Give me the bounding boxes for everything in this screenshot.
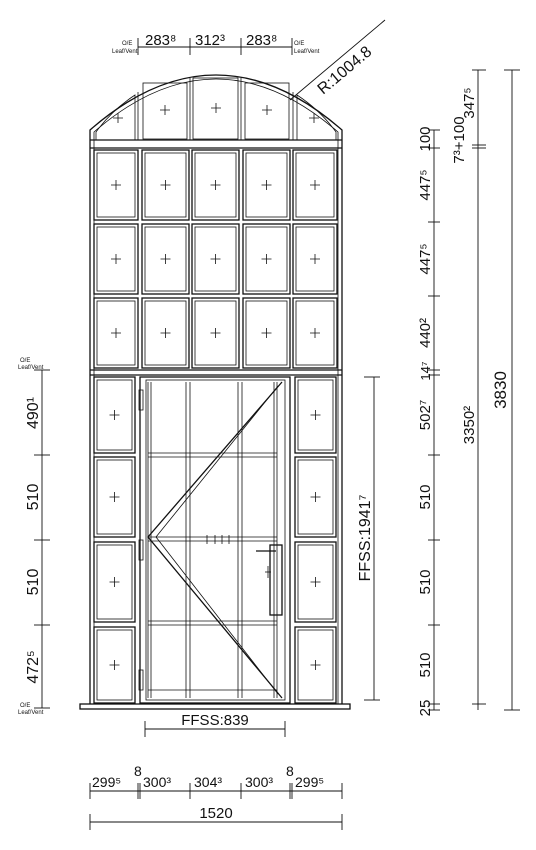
right-segment-label: 100	[417, 126, 434, 152]
fixed-glass-marker-icon	[111, 254, 121, 264]
radius-leader	[290, 20, 385, 100]
right-segment-label: 510	[417, 484, 434, 510]
bottom-segment-label: 300³	[143, 774, 172, 790]
leaf-vent-note-top-left: O/E Leaf/Vent	[112, 41, 138, 55]
ffss-height-dimension	[357, 377, 380, 700]
right-segment-label: 502⁷	[417, 399, 434, 431]
fixed-glass-marker-icon	[311, 492, 321, 502]
glass-pane	[94, 377, 135, 453]
fixed-glass-marker-icon	[160, 105, 170, 115]
fixed-glass-marker-icon	[311, 660, 321, 670]
right-segment-label: 14⁷	[418, 361, 433, 381]
fixed-glass-marker-icon	[310, 254, 320, 264]
fixed-glass-marker-icon	[211, 180, 221, 190]
right-segment-label: 447⁵	[417, 243, 434, 275]
fixed-glass-marker-icon	[262, 254, 272, 264]
glass-pane	[295, 377, 336, 453]
glass-pane	[295, 542, 336, 622]
glass-pane	[295, 457, 336, 537]
fixed-glass-marker-icon	[113, 113, 123, 123]
ffss-height-label: FFSS:1941⁷	[357, 494, 374, 582]
right-dimension-chain	[417, 126, 440, 716]
right-segment-label: 510	[417, 569, 434, 595]
glass-pane	[142, 298, 189, 368]
bottom-dimension-chain	[90, 763, 342, 799]
glass-pane	[243, 224, 290, 294]
top-segment-label: 283⁸	[145, 32, 177, 49]
glass-pane	[293, 150, 337, 220]
outer-frame	[80, 75, 350, 709]
right-segment-label: 440²	[417, 317, 434, 349]
left-segment-label: 510	[25, 568, 42, 596]
bottom-segment-label: 300³	[245, 774, 274, 790]
fixed-glass-marker-icon	[110, 492, 120, 502]
glass-pane	[94, 627, 135, 703]
left-segment-label: 472⁵	[25, 650, 42, 684]
fixed-glass-marker-icon	[111, 328, 121, 338]
glass-pane	[94, 298, 138, 368]
leaf-vent-note-top-right: O/E Leaf/Vent	[294, 41, 320, 55]
fixed-glass-marker-icon	[111, 180, 121, 190]
radius-label: R:1004.8	[314, 43, 376, 99]
glass-pane	[94, 542, 135, 622]
bottom-segment-label: 304³	[194, 774, 223, 790]
fixed-glass-marker-icon	[161, 254, 171, 264]
right-segment-label: 25	[417, 699, 434, 717]
door-handle-icon	[256, 545, 282, 615]
glass-pane	[243, 150, 290, 220]
fixed-glass-marker-icon	[262, 180, 272, 190]
top-segment-label: 283⁸	[246, 32, 278, 49]
left-dimension	[18, 358, 50, 716]
top-dimension	[112, 32, 320, 55]
fixed-glass-marker-icon	[161, 180, 171, 190]
glass-pane	[192, 224, 239, 294]
right-b-segment-label: 7³+100	[451, 116, 468, 164]
fixed-glass-marker-icon	[110, 410, 120, 420]
right-b-segment-label: 347⁵	[461, 87, 478, 119]
fixed-glass-marker-icon	[310, 180, 320, 190]
fixed-glass-marker-icon	[211, 328, 221, 338]
leaf-vent-note-left-top: O/E Leaf/Vent	[18, 358, 44, 371]
right-segment-label: 510	[417, 652, 434, 678]
glass-pane	[243, 298, 290, 368]
glass-pane	[142, 150, 189, 220]
bottom-segment-label: 8	[134, 763, 142, 779]
overall-height-label: 3830	[491, 371, 510, 409]
glass-pane	[293, 298, 337, 368]
fixed-glass-marker-icon	[311, 410, 321, 420]
right-segment-label: 447⁵	[417, 169, 434, 201]
overall-width-label: 1520	[199, 805, 233, 822]
overall-height-dimension	[491, 70, 520, 710]
right-b-segment-label: 3350²	[461, 405, 478, 445]
leaf-vent-note-left-bottom: O/E Leaf/Vent	[18, 703, 44, 716]
glass-pane	[293, 224, 337, 294]
left-segment-label: 510	[25, 483, 42, 511]
door-leaf	[139, 377, 290, 703]
fixed-glass-marker-icon	[161, 328, 171, 338]
fixed-glass-marker-icon	[262, 105, 272, 115]
ffss-width-dimension	[145, 712, 285, 737]
fixed-glass-marker-icon	[211, 254, 221, 264]
glass-pane	[295, 627, 336, 703]
right-dimension-chain-b	[451, 70, 486, 710]
glass-pane	[142, 224, 189, 294]
glass-pane	[94, 150, 138, 220]
glass-pane	[192, 298, 239, 368]
left-segment-label: 490¹	[25, 396, 42, 430]
fixed-glass-marker-icon	[110, 660, 120, 670]
fixed-glass-marker-icon	[211, 103, 221, 113]
bottom-segment-label: 8	[286, 763, 294, 779]
glass-pane	[192, 150, 239, 220]
top-segment-label: 312³	[195, 32, 226, 49]
overall-width-dimension	[90, 805, 342, 830]
vent-icon	[207, 535, 229, 544]
glass-pane	[94, 457, 135, 537]
ffss-width-label: FFSS:839	[181, 712, 249, 729]
bottom-segment-label: 299⁵	[295, 774, 325, 790]
bottom-segment-label: 299⁵	[92, 774, 122, 790]
fixed-glass-marker-icon	[310, 328, 320, 338]
threshold-sill	[80, 704, 350, 709]
fixed-glass-marker-icon	[262, 328, 272, 338]
glass-pane	[94, 224, 138, 294]
fixed-glass-marker-icon	[110, 577, 120, 587]
fixed-glass-marker-icon	[311, 577, 321, 587]
upper-fixed-panes	[94, 150, 337, 368]
fixed-glass-marker-icon	[309, 113, 319, 123]
